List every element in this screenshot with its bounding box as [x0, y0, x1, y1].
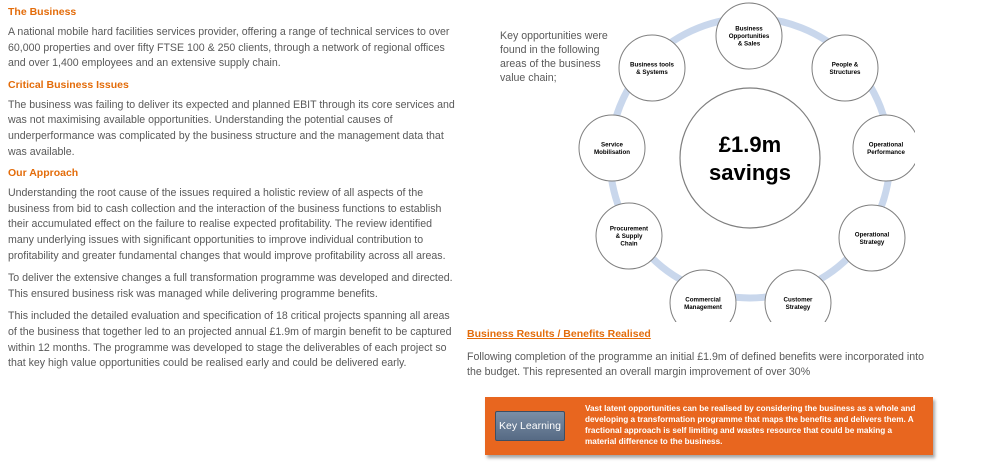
wheel-node	[716, 3, 782, 69]
approach-paragraph-3: This included the detailed evaluation and specification of 18 critical projects spanning all areas of the business that together led to an projected annual £1.9m of margin benefit to be captured within 12 months. The programme was developed to stage the deliverables of each project so that key high value opportunities could be realised early and could be delivered early.	[8, 310, 452, 370]
value-chain-wheel	[575, 0, 915, 322]
wheel-node-label: & Supply	[615, 233, 643, 240]
center-value: £1.9m	[718, 132, 782, 157]
center-caption: savings	[709, 160, 791, 185]
results-title: Business Results / Benefits Realised	[467, 328, 651, 340]
wheel-node	[839, 205, 905, 271]
heading-the-business: The Business	[8, 6, 77, 18]
results-text: Following completion of the programme an initial £1.9m of defined benefits were incorporated into the budget. This represented an overall margin improvement of over 30%	[467, 351, 924, 378]
wheel-node	[853, 115, 915, 181]
intro-text: Key opportunities were found in the following areas of the business value chain;	[500, 30, 608, 84]
wheel-node	[579, 115, 645, 181]
wheel-node-label: Operational	[854, 231, 890, 239]
wheel-node	[812, 35, 878, 101]
heading-our-approach: Our Approach	[8, 167, 79, 180]
wheel-node	[619, 35, 685, 101]
wheel-node-label: Mobilisation	[593, 148, 631, 156]
wheel-node-label: Chain	[620, 240, 638, 248]
wheel-node-label: Structures	[829, 68, 861, 76]
issues-paragraph: The business was failing to deliver its expected and planned EBIT through its core services and was not maximising available opportunities. Understanding the potential causes of underperformance was complicated by the business structure and the management data that was available.	[8, 98, 455, 158]
wheel-node-label: Strategy	[785, 303, 811, 311]
approach-paragraph-1: Understanding the root cause of the issues required a holistic review of all aspects of the business from bid to cash collection and the interaction of the business functions to establish their accumulated effect on the failure to realise expected profitability. The review identified many underlying issues with significant opportunities to improve individual contribution to profitability and greater fundamental changes that would improve profitability across all areas.	[8, 187, 446, 262]
key-learning-box	[485, 397, 933, 455]
key-learning-text: Vast latent opportunities can be realised by considering the business as a whole and developing a transformation programme that maps the benefits and delivers them. A fractional approach is self limiting and wastes resource that could be making a material difference to the business.	[585, 404, 916, 446]
key-learning-button[interactable]: Key Learning	[495, 411, 565, 441]
heading-critical-issues: Critical Business Issues	[8, 78, 129, 91]
approach-paragraph-2: To deliver the extensive changes a full transformation programme was developed and directed. This ensured business risk was managed while delivering programme benefits.	[8, 272, 453, 300]
wheel-node-label: Strategy	[859, 238, 885, 246]
case-study-text	[8, 6, 456, 379]
wheel-node-label: Opportunities	[728, 33, 770, 40]
wheel-node-label: Commercial	[685, 296, 721, 304]
wheel-node-label: Operational	[868, 141, 904, 149]
wheel-node-label: Business tools	[629, 61, 675, 69]
wheel-node-label: Procurement	[609, 225, 649, 233]
wheel-node-label: Business	[735, 25, 763, 33]
center-circle	[680, 88, 820, 228]
wheel-node-label: Customer	[783, 296, 813, 304]
wheel-node-label: Service	[600, 141, 624, 149]
wheel-node-label: Performance	[867, 148, 905, 156]
wheel-node-label: People &	[831, 61, 859, 69]
wheel-node-label: & Sales	[737, 40, 761, 48]
wheel-node	[596, 203, 662, 269]
business-paragraph: A national mobile hard facilities services provider, offering a range of technical services to over 60,000 properties and over fifty FTSE 100 & 250 clients, through a network of regional offices and over 1,400 employees and an extensive supply chain.	[8, 26, 450, 70]
wheel-node-label: Management	[684, 303, 722, 311]
wheel-node-label: & Systems	[636, 68, 668, 76]
